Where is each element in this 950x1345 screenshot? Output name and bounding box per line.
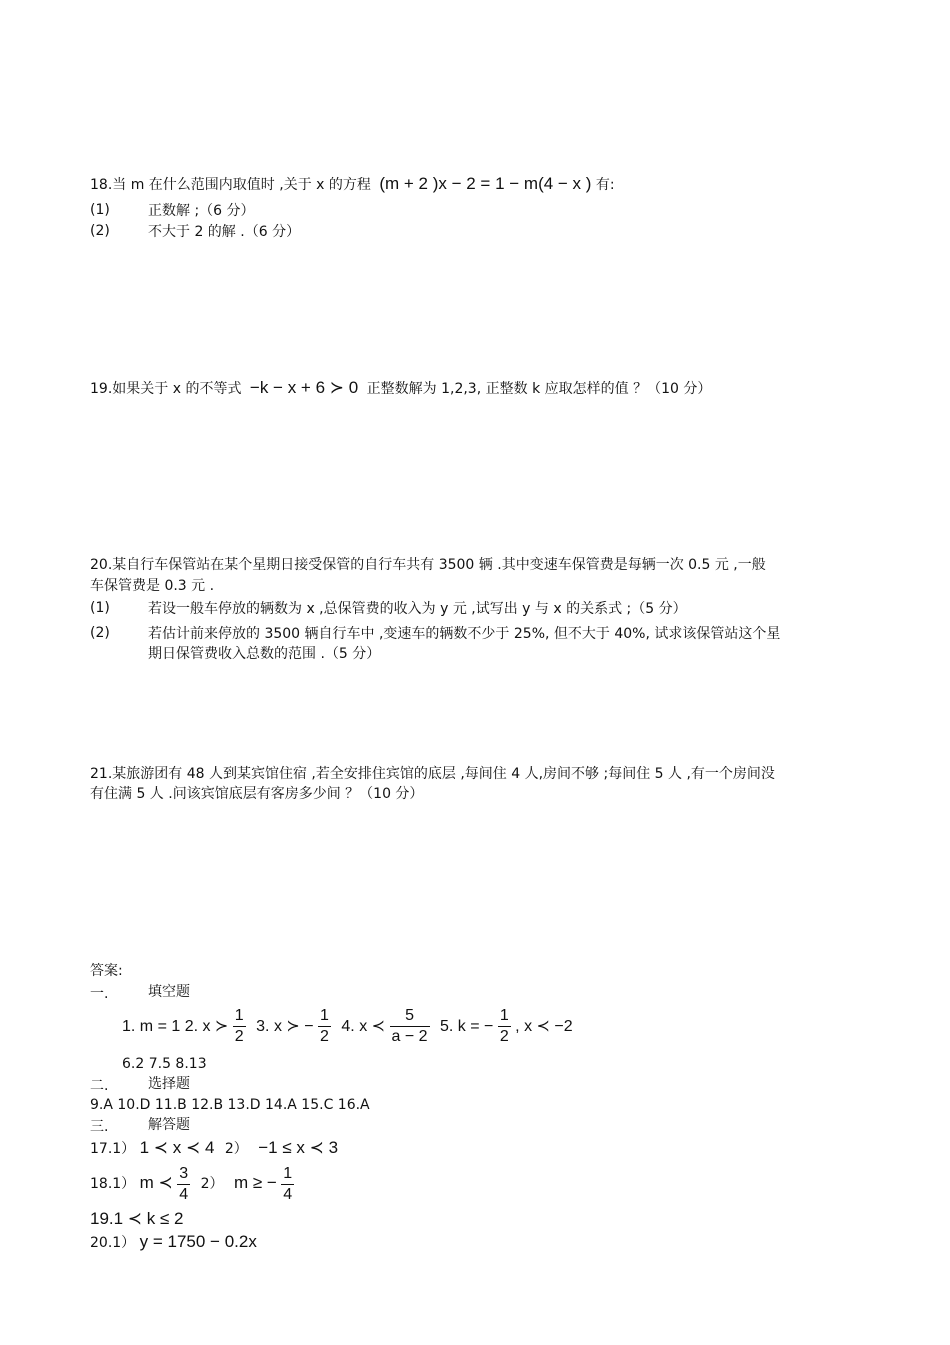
q21-line1: 21.某旅游团有 48 人到某宾馆住宿 ,若全安排住宾馆的底层 ,每间住 4 人,房间不够 ;每间住 5 人 ,有一个房间没 bbox=[90, 766, 775, 782]
q21-line2: 有住满 5 人 .问该宾馆底层有客房多少间 ？（10 分） bbox=[90, 786, 424, 802]
a18-frac2 bbox=[281, 1164, 294, 1205]
a1-frac4 bbox=[498, 1006, 511, 1047]
q18-item2-num: (2) bbox=[90, 223, 110, 239]
q19-line bbox=[90, 379, 711, 398]
a18-mid: 2） bbox=[200, 1176, 224, 1192]
a17-mid: 2） bbox=[224, 1141, 248, 1157]
sec3-label: 解答题 bbox=[148, 1117, 190, 1133]
sec2-num: 二. bbox=[90, 1078, 109, 1094]
a1-frac4-num: 1 bbox=[498, 1006, 511, 1027]
q19-inequality: −k − x + 6 ≻ 0 bbox=[249, 378, 359, 397]
q18-item1-num: (1) bbox=[90, 202, 110, 218]
a17-m2: −1 ≤ x ≺ 3 bbox=[258, 1138, 339, 1157]
q19-stem: 19.如果关于 x 的不等式 bbox=[90, 381, 242, 397]
a1-frac1-num: 1 bbox=[233, 1006, 246, 1027]
sec3-num: 三. bbox=[90, 1119, 109, 1135]
a18-m1: m ≺ bbox=[139, 1173, 173, 1192]
a1-p4: 5. k = − bbox=[439, 1018, 494, 1035]
a1-frac3 bbox=[390, 1006, 430, 1047]
a20-lead: 20.1） bbox=[90, 1235, 136, 1251]
a1-frac3-den: a − 2 bbox=[391, 1028, 428, 1046]
q20-line2: 车保管费是 0.3 元 . bbox=[90, 578, 215, 594]
a1-frac2-den: 2 bbox=[320, 1028, 329, 1046]
a1-p5: , x ≺ −2 bbox=[515, 1018, 573, 1035]
a19-line: 19.1 ≺ k ≤ 2 bbox=[90, 1209, 184, 1228]
a1-p2: 3. x ≻ − bbox=[256, 1018, 314, 1035]
a17-line bbox=[90, 1139, 338, 1158]
a18-frac1-den: 4 bbox=[179, 1185, 189, 1203]
q18-equation: (m + 2 )x − 2 = 1 − m(4 − x ) bbox=[379, 174, 592, 193]
a1-frac2 bbox=[318, 1006, 331, 1047]
q18-tail: 有: bbox=[595, 177, 615, 193]
a20-m1: y = 1750 − 0.2x bbox=[139, 1232, 257, 1251]
answers-title: 答案: bbox=[90, 963, 123, 979]
a18-frac1 bbox=[177, 1164, 190, 1205]
q20-item1-num: (1) bbox=[90, 600, 110, 616]
q19-tail: 正整数解为 1,2,3, 正整数 k 应取怎样的值 ？（10 分） bbox=[366, 381, 712, 397]
sec1-label: 填空题 bbox=[148, 984, 190, 1000]
a18-m2: m ≥ − bbox=[233, 1173, 277, 1192]
q18-item1-text: 正数解 ;（6 分） bbox=[148, 203, 255, 219]
q18-stem-line bbox=[90, 175, 615, 194]
q20-item2-text: 若估计前来停放的 3500 辆自行车中 ,变速车的辆数不少于 25%, 但不大于 40%, 试求该保管站这个星 bbox=[148, 626, 781, 642]
q18-item2-text: 不大于 2 的解 .（6 分） bbox=[148, 224, 301, 240]
q20-line1: 20.某自行车保管站在某个星期日接受保管的自行车共有 3500 辆 .其中变速车保管费是每辆一次 0.5 元 ,一般 bbox=[90, 557, 766, 573]
a18-lead: 18.1） bbox=[90, 1176, 136, 1192]
q20-item2-num: (2) bbox=[90, 625, 110, 641]
q18-stem: 18.当 m 在什么范围内取值时 ,关于 x 的方程 bbox=[90, 177, 371, 193]
sec2-label: 选择题 bbox=[148, 1076, 190, 1092]
a1-frac1-den: 2 bbox=[234, 1028, 244, 1046]
a17-m1: 1 ≺ x ≺ 4 bbox=[139, 1138, 215, 1157]
sec1-num: 一. bbox=[90, 986, 109, 1002]
choices-answers: 9.A 10.D 11.B 12.B 13.D 14.A 15.C 16.A bbox=[90, 1097, 370, 1113]
a18-frac2-den: 4 bbox=[283, 1185, 293, 1203]
a1-line bbox=[122, 1005, 573, 1049]
a1-p3: 4. x ≺ bbox=[341, 1018, 386, 1035]
a1-frac1 bbox=[233, 1006, 246, 1047]
a18-line bbox=[90, 1160, 294, 1207]
a1-frac2-num: 1 bbox=[318, 1006, 331, 1027]
a1-frac4-den: 2 bbox=[499, 1028, 509, 1046]
a20-line bbox=[90, 1233, 257, 1252]
a18-frac1-num: 3 bbox=[177, 1164, 190, 1185]
a18-frac2-num: 1 bbox=[281, 1164, 294, 1185]
q20-item2-text2: 期日保管费收入总数的范围 .（5 分） bbox=[148, 646, 381, 662]
a17-lead: 17.1） bbox=[90, 1141, 136, 1157]
q20-item1-text: 若设一般车停放的辆数为 x ,总保管费的收入为 y 元 ,试写出 y 与 x 的关系式 ;（5 分） bbox=[148, 601, 687, 617]
a1-p1: 1. m = 1 2. x ≻ bbox=[122, 1018, 229, 1035]
a1-frac3-num: 5 bbox=[390, 1006, 430, 1027]
a2-line: 6.2 7.5 8.13 bbox=[122, 1056, 207, 1072]
